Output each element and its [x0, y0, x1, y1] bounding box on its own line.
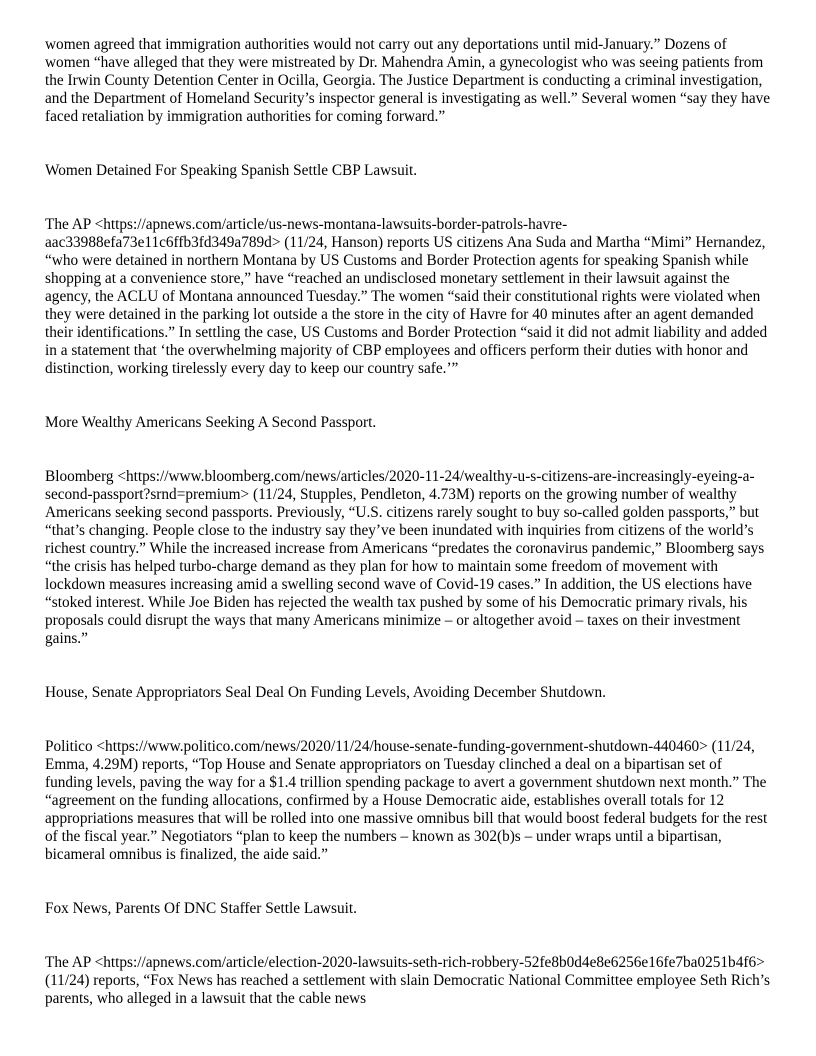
article-paragraph-cbp-lawsuit: The AP <https://apnews.com/article/us-news-montana-lawsuits-border-patrols-havre-aac33988efa73e11c6ffb3fd349a789d> (11/24, Hanson) reports US citizens Ana Suda and Martha “Mimi” Hernandez, “who were detained in northern Montana by US Customs and Border Protection agents for speaking Spanish while shopping at a convenience store,” have “reached an undisclosed monetary settlement in their lawsuit against the agency, the ACLU of Montana announced Tuesday.” The women “said their constitutional rights were violated when they were detained in the parking lot outside a the store in the city of Havre for 40 minutes after an agent demanded their identifications.” In settling the case, US Customs and Border Protection “said it did not admit liability and added in a statement that ‘the overwhelming majority of CBP employees and officers perform their duties with honor and distinction, working tirelessly every day to keep our country safe.’” [45, 216, 768, 377]
headline-second-passport: More Wealthy Americans Seeking A Second Passport. [45, 414, 377, 431]
document-page [45, 36, 771, 1008]
headline-fox-news-settlement: Fox News, Parents Of DNC Staffer Settle Lawsuit. [45, 900, 357, 917]
article-paragraph-immigration: women agreed that immigration authorities would not carry out any deportations until mid-January.” Dozens of women “have alleged that they were mistreated by Dr. Mahendra Amin, a gynecologist who was seeing patients from the Irwin County Detention Center in Ocilla, Georgia. The Justice Department is conducting a criminal investigation, and the Department of Homeland Security’s inspector general is investigating as well.” Several women “say they have faced retaliation by immigration authorities for coming forward.” [45, 36, 771, 125]
article-paragraph-second-passport: Bloomberg <https://www.bloomberg.com/news/articles/2020-11-24/wealthy-u-s-citizens-are-increasingly-eyeing-a-second-passport?srnd=premium> (11/24, Stupples, Pendleton, 4.73M) reports on the growing number of wealthy Americans seeking second passports. Previously, “U.S. citizens rarely sought to buy so-called golden passports,” but “that’s changing. People close to the industry say they’ve been inundated with inquiries from citizens of the world’s richest country.” While the increased increase from Americans “predates the coronavirus pandemic,” Bloomberg says “the crisis has helped turbo-charge demand as they plan for how to maintain some freedom of movement with lockdown measures increasing amid a swelling second wave of Covid-19 cases.” In addition, the US elections have “stoked interest. While Joe Biden has rejected the wealth tax pushed by some of his Democratic primary rivals, his proposals could disrupt the ways that many Americans minimize – or altogether avoid – taxes on their investment gains.” [45, 468, 765, 647]
article-paragraph-fox-news-settlement: The AP <https://apnews.com/article/election-2020-lawsuits-seth-rich-robbery-52fe8b0d4e8e6256e16fe7ba0251b4f6> (11/24) reports, “Fox News has reached a settlement with slain Democratic National Committee employee Seth Rich’s parents, who alleged in a lawsuit that the cable news [45, 954, 770, 1007]
article-paragraph-funding-deal: Politico <https://www.politico.com/news/2020/11/24/house-senate-funding-government-shutdown-440460> (11/24, Emma, 4.29M) reports, “Top House and Senate appropriators on Tuesday clinched a deal on a bipartisan set of funding levels, paving the way for a $1.4 trillion spending package to avert a government shutdown next month.” The “agreement on the funding allocations, confirmed by a House Democratic aide, establishes overall totals for 12 appropriations measures that will be rolled into one massive omnibus bill that would boost federal budgets for the rest of the fiscal year.” Negotiators “plan to keep the numbers – known as 302(b)s – under wraps until a bipartisan, bicameral omnibus is finalized, the aide said.” [45, 738, 768, 863]
headline-cbp-lawsuit: Women Detained For Speaking Spanish Settle CBP Lawsuit. [45, 162, 418, 179]
headline-funding-deal: House, Senate Appropriators Seal Deal On Funding Levels, Avoiding December Shutdown. [45, 684, 606, 701]
